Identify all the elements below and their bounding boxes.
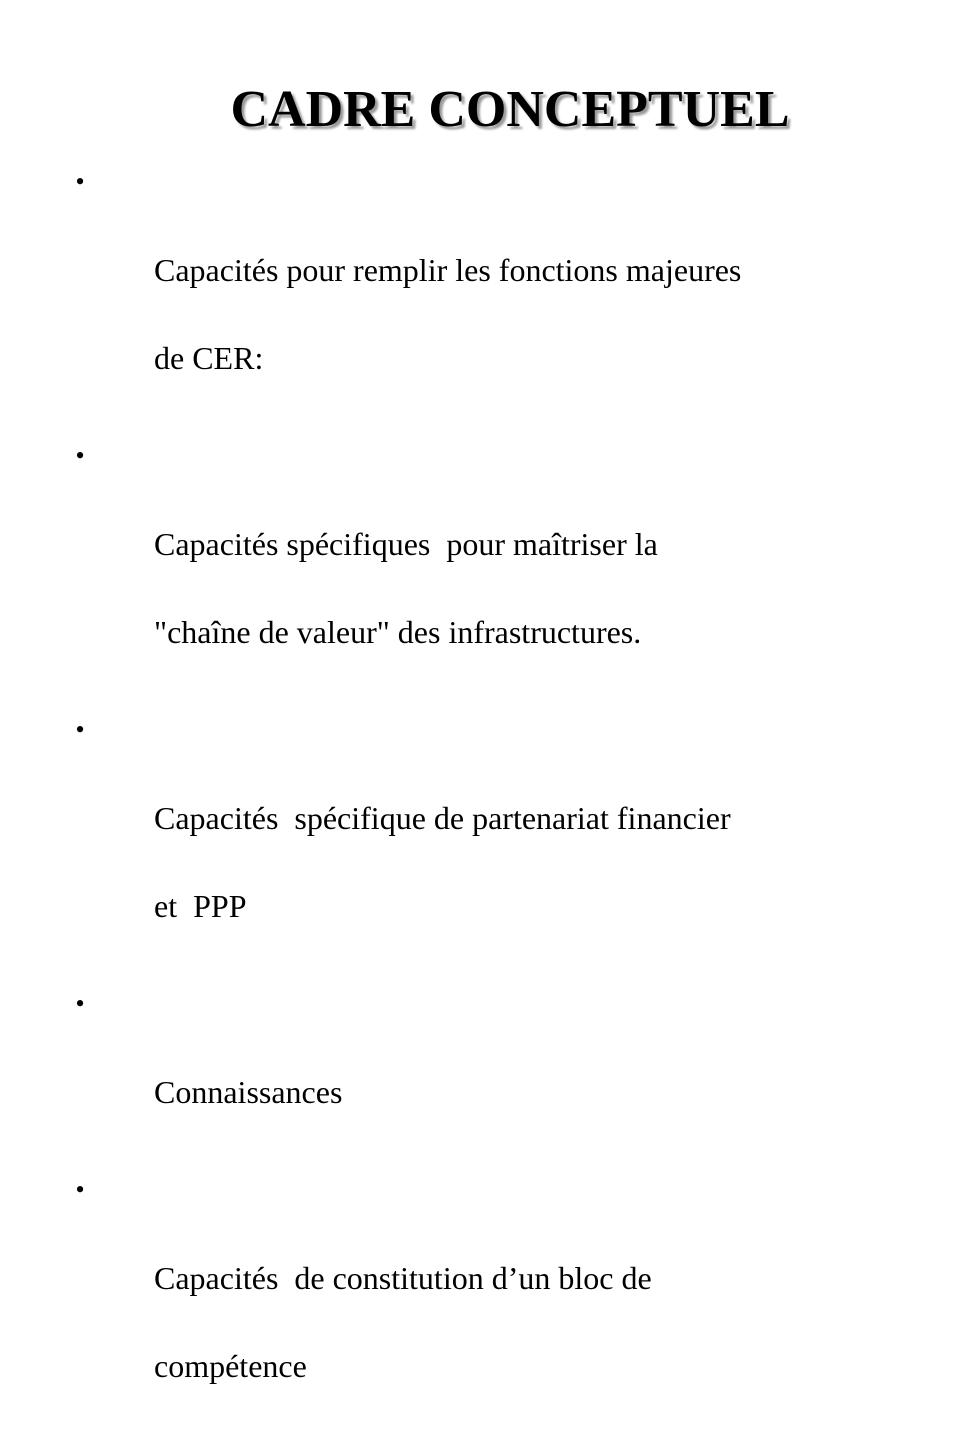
bullet-item <box>70 708 890 972</box>
bullet-item <box>70 1168 890 1432</box>
bullet-item <box>70 160 890 424</box>
bullet-text-line: compétence <box>154 1348 307 1384</box>
bullet-text-line: Capacités spécifiques pour maîtriser la <box>154 526 658 562</box>
slide-title: CADRE CONCEPTUEL <box>230 81 790 138</box>
bullet-icon: • <box>75 1175 85 1204</box>
bullet-text-line: et PPP <box>154 888 247 924</box>
bullet-text-line: Connaissances <box>154 1074 343 1110</box>
bullet-item <box>70 434 890 698</box>
bullet-text-line: Capacités pour remplir les fonctions majeures <box>154 252 742 288</box>
bullet-icon: • <box>75 167 85 196</box>
bullet-item <box>70 982 890 1158</box>
bullet-text-line: Capacités spécifique de partenariat financier <box>154 800 731 836</box>
bullet-list <box>70 160 890 1440</box>
bullet-text-line: de CER: <box>154 340 264 376</box>
bullet-text-line: Capacités de constitution d’un bloc de <box>154 1260 652 1296</box>
bullet-icon: • <box>75 715 85 744</box>
bullet-text-line: "chaîne de valeur" des infrastructures. <box>154 614 642 650</box>
bullet-icon: • <box>75 989 85 1018</box>
bullet-icon: • <box>75 441 85 470</box>
